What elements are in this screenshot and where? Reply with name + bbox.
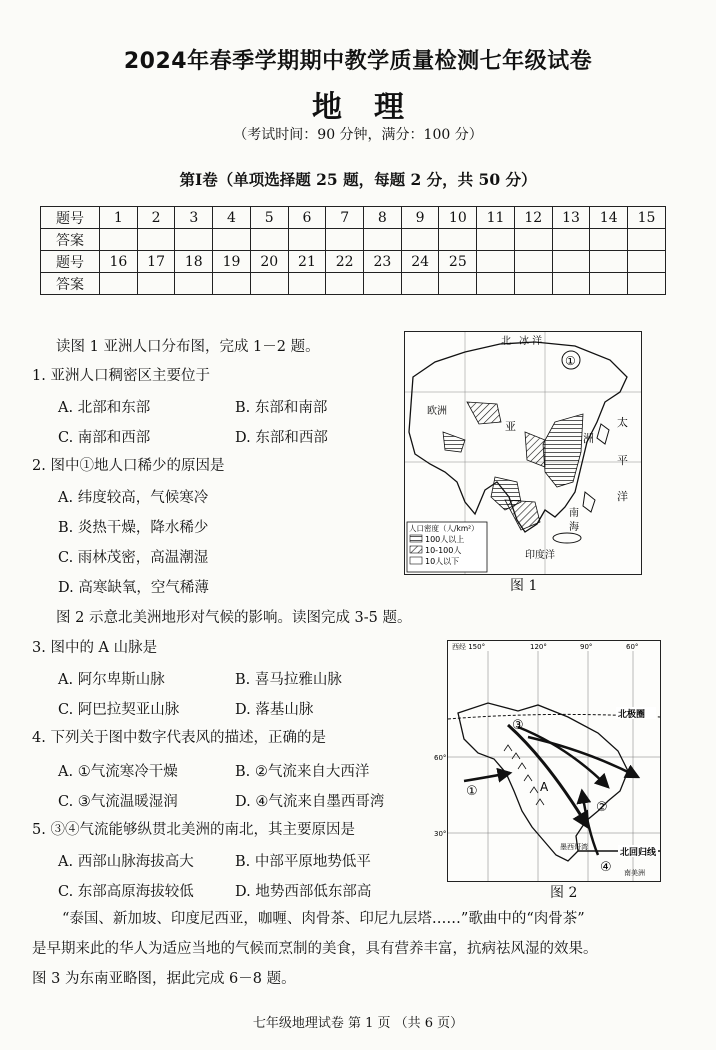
label-nan: 南 — [569, 508, 579, 519]
exam-info: （考试时间：90 分钟，满分：100 分） — [233, 127, 483, 143]
north-america-map-drawing — [434, 641, 660, 881]
q5-option-a[interactable]: A. 西部山脉海拔高大 — [58, 854, 194, 870]
q3-option-c[interactable]: C. 阿巴拉契亚山脉 — [58, 702, 180, 718]
answer-cell[interactable] — [213, 229, 251, 251]
table-cell: 25 — [439, 251, 477, 273]
q2-option-d[interactable]: D. 高寒缺氧，空气稀薄 — [58, 580, 209, 596]
label-lon-150: 西经 150° — [452, 643, 486, 651]
label-tropic: 北回归线 — [620, 848, 657, 858]
label-yang: 洋 — [617, 490, 628, 503]
intro-fig2: 图 2 示意北美洲地形对气候的影响。读图完成 3-5 题。 — [56, 610, 412, 626]
table-row — [41, 229, 666, 251]
answer-cell[interactable] — [590, 273, 628, 295]
intro-fig1: 读图 1 亚洲人口分布图，完成 1－2 题。 — [56, 339, 320, 355]
answer-cell[interactable] — [137, 273, 175, 295]
q5-option-d[interactable]: D. 地势西部低东部高 — [235, 884, 372, 900]
label-lat-30: 30° — [434, 830, 447, 838]
answer-cell[interactable] — [250, 229, 288, 251]
answer-cell[interactable] — [100, 229, 138, 251]
label-lat-60: 60° — [434, 754, 447, 762]
table-cell: 2 — [137, 207, 175, 229]
passage-line-2: 是早期来此的华人为适应当地的气候而烹制的美食，具有营养丰富，抗病祛风湿的效果。 — [32, 941, 598, 957]
subject-title: 地理 — [312, 90, 436, 125]
table-cell — [477, 251, 515, 273]
q1-option-c[interactable]: C. 南部和西部 — [58, 430, 151, 446]
q5-option-b[interactable]: B. 中部平原地势低平 — [235, 854, 371, 870]
table-cell: 4 — [213, 207, 251, 229]
table-cell: 5 — [250, 207, 288, 229]
label-north: 北 — [501, 336, 511, 347]
question-5-stem: 5. ③④气流能够纵贯北美洲的南北，其主要原因是 — [32, 822, 355, 838]
legend-swatch-dense — [410, 535, 422, 542]
q3-option-b[interactable]: B. 喜马拉雅山脉 — [235, 672, 342, 688]
table-cell — [628, 251, 666, 273]
answer-cell[interactable] — [364, 273, 402, 295]
answer-cell[interactable] — [514, 229, 552, 251]
answer-cell[interactable] — [364, 229, 402, 251]
legend-title: 人口密度（人/km²） — [409, 524, 479, 533]
q5-option-c[interactable]: C. 东部高原海拔较低 — [58, 884, 194, 900]
q2-option-a[interactable]: A. 纬度较高，气候寒冷 — [58, 490, 209, 506]
answer-cell[interactable] — [175, 273, 213, 295]
q4-option-d[interactable]: D. ④气流来自墨西哥湾 — [235, 794, 385, 810]
answer-cell[interactable] — [628, 273, 666, 295]
legend-item-sparse: 10人以下 — [425, 557, 460, 566]
table-row — [41, 251, 666, 273]
q4-option-a[interactable]: A. ①气流寒冷干燥 — [58, 764, 178, 780]
label-arctic-circle: 北极圈 — [618, 710, 646, 720]
answer-cell[interactable] — [477, 273, 515, 295]
label-lon-60: 60° — [626, 643, 639, 651]
table-cell: 13 — [552, 207, 590, 229]
q3-option-d[interactable]: D. 落基山脉 — [235, 702, 314, 718]
label-arctic-ocean: 冰 洋 — [519, 336, 543, 347]
table-header-cell: 题号 — [41, 251, 100, 273]
table-cell: 3 — [175, 207, 213, 229]
figure-2-north-america-map — [434, 640, 661, 882]
label-lon-90: 90° — [580, 643, 593, 651]
table-header-cell: 题号 — [41, 207, 100, 229]
table-cell: 18 — [175, 251, 213, 273]
table-cell: 24 — [401, 251, 439, 273]
answer-cell[interactable] — [288, 273, 326, 295]
table-cell: 15 — [628, 207, 666, 229]
page-footer: 七年级地理试卷 第 1 页 （共 6 页） — [252, 1016, 464, 1031]
section-title: 第Ⅰ卷（单项选择题 25 题，每题 2 分，共 50 分） — [179, 170, 537, 189]
label-hai: 海 — [569, 522, 579, 533]
table-cell: 1 — [100, 207, 138, 229]
answer-cell[interactable] — [439, 273, 477, 295]
q2-option-b[interactable]: B. 炎热干燥，降水稀少 — [58, 520, 209, 536]
label-south-america: 南美洲 — [624, 869, 645, 877]
table-cell: 8 — [364, 207, 402, 229]
table-cell: 23 — [364, 251, 402, 273]
q1-option-b[interactable]: B. 东部和南部 — [235, 400, 328, 416]
label-lon-120: 120° — [530, 643, 547, 651]
answer-cell[interactable] — [401, 273, 439, 295]
question-2-stem: 2. 图中①地人口稀少的原因是 — [32, 458, 225, 474]
answer-cell[interactable] — [401, 229, 439, 251]
answer-cell[interactable] — [288, 229, 326, 251]
label-marker-1: ① — [565, 354, 576, 368]
label-wind-4: ④ — [600, 860, 612, 875]
table-cell — [514, 251, 552, 273]
passage-line-1: “泰国、新加坡、印度尼西亚，咖喱、肉骨茶、印尼九层塔……”歌曲中的“肉骨茶” — [62, 911, 585, 927]
label-europe: 欧洲 — [427, 406, 447, 417]
legend-item-dense: 100人以上 — [425, 535, 465, 544]
figure-2-caption: 图 2 — [550, 885, 578, 901]
label-wind-1: ① — [466, 784, 478, 799]
table-cell: 7 — [326, 207, 364, 229]
answer-cell[interactable] — [439, 229, 477, 251]
table-cell: 12 — [514, 207, 552, 229]
question-4-stem: 4. 下列关于图中数字代表风的描述，正确的是 — [32, 730, 326, 746]
table-cell: 17 — [137, 251, 175, 273]
answer-cell[interactable] — [213, 273, 251, 295]
label-tai: 太 — [617, 416, 628, 429]
label-ya: 亚 — [505, 420, 516, 433]
label-indian-ocean: 印度洋 — [525, 550, 555, 561]
answer-cell[interactable] — [552, 229, 590, 251]
q4-option-b[interactable]: B. ②气流来自大西洋 — [235, 764, 370, 780]
answer-cell[interactable] — [477, 229, 515, 251]
passage-line-3: 图 3 为东南亚略图，据此完成 6－8 题。 — [32, 971, 296, 987]
answer-cell[interactable] — [137, 229, 175, 251]
table-cell: 14 — [590, 207, 628, 229]
q2-option-c[interactable]: C. 雨林茂密，高温潮湿 — [58, 550, 209, 566]
legend-swatch-sparse — [410, 557, 422, 564]
table-cell: 10 — [439, 207, 477, 229]
answer-cell[interactable] — [552, 273, 590, 295]
answer-table — [40, 206, 666, 295]
legend-item-medium: 10-100人 — [425, 546, 462, 555]
label-wind-3: ③ — [512, 718, 524, 733]
table-cell: 11 — [477, 207, 515, 229]
label-mountain-a: A — [540, 780, 549, 794]
answer-cell[interactable] — [100, 273, 138, 295]
label-wind-2: ② — [596, 800, 608, 815]
figure-1-caption: 图 1 — [510, 578, 538, 594]
label-gulf: 墨西哥湾 — [560, 843, 588, 851]
table-cell: 6 — [288, 207, 326, 229]
q3-option-a[interactable]: A. 阿尔卑斯山脉 — [58, 672, 165, 688]
answer-cell[interactable] — [514, 273, 552, 295]
exam-title: 2024年春季学期期中教学质量检测七年级试卷 — [123, 49, 593, 74]
table-row — [41, 207, 666, 229]
table-header-cell: 答案 — [41, 229, 100, 251]
answer-cell[interactable] — [175, 229, 213, 251]
label-ping: 平 — [617, 454, 628, 467]
q1-option-a[interactable]: A. 北部和东部 — [58, 400, 151, 416]
answer-cell[interactable] — [590, 229, 628, 251]
table-cell: 22 — [326, 251, 364, 273]
table-cell — [590, 251, 628, 273]
answer-cell[interactable] — [326, 273, 364, 295]
table-cell: 21 — [288, 251, 326, 273]
figure-1-asia-map — [404, 331, 642, 575]
table-cell: 19 — [213, 251, 251, 273]
legend-swatch-medium — [410, 546, 422, 553]
table-cell: 9 — [401, 207, 439, 229]
table-header-cell: 答案 — [41, 273, 100, 295]
label-zhou: 洲 — [583, 432, 594, 445]
table-cell: 20 — [250, 251, 288, 273]
asia-map-drawing — [405, 332, 641, 574]
table-cell — [552, 251, 590, 273]
q4-option-c[interactable]: C. ③气流温暖湿润 — [58, 794, 178, 810]
question-1-stem: 1. 亚洲人口稠密区主要位于 — [32, 368, 210, 384]
table-cell: 16 — [100, 251, 138, 273]
answer-cell[interactable] — [628, 229, 666, 251]
answer-cell[interactable] — [250, 273, 288, 295]
table-row — [41, 273, 666, 295]
answer-cell[interactable] — [326, 229, 364, 251]
q1-option-d[interactable]: D. 东部和西部 — [235, 430, 328, 446]
question-3-stem: 3. 图中的 A 山脉是 — [32, 640, 158, 656]
